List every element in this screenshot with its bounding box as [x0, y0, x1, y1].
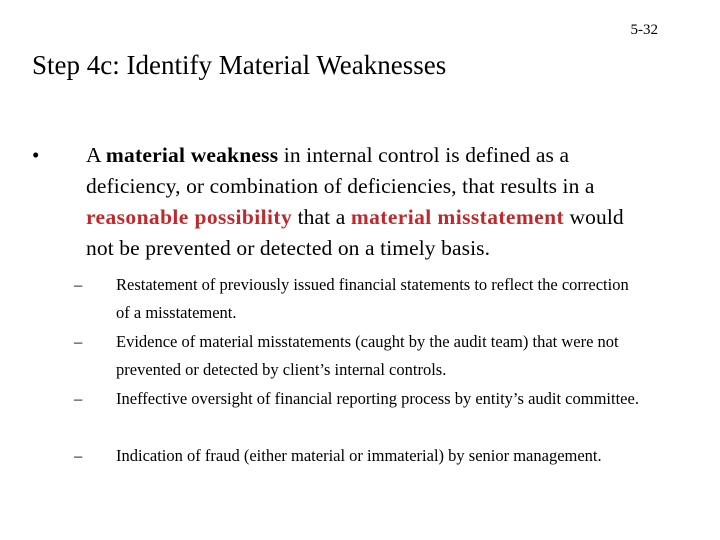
bullet-text-part: A — [86, 143, 106, 167]
dash-icon: – — [74, 389, 83, 408]
sub-bullet-item — [74, 442, 644, 499]
dash-icon: – — [74, 332, 83, 351]
bullet-text-part: that a — [292, 205, 351, 229]
sub-bullet-item — [74, 328, 644, 385]
bullet-text-part: in internal control is defined as a deficiency, or combination of deficiencies, that results in a — [86, 143, 595, 198]
sub-bullet-item — [74, 385, 644, 442]
bullet-text-part: would not be prevented or detected on a timely basis. — [86, 205, 624, 260]
sub-bullet-text: Evidence of material misstatements (caught by the audit team) that were not prevented or detected by client’s internal controls. — [116, 332, 619, 379]
material-misstatement-term: material misstatement — [350, 205, 565, 229]
sub-bullet-text: Restatement of previously issued financial statements to reflect the correction of a misstatement. — [116, 275, 629, 322]
main-bullet-text — [86, 140, 636, 264]
sub-bullet-text: Ineffective oversight of financial reporting process by entity’s audit committee. — [116, 389, 639, 408]
page-number: 5-32 — [630, 22, 658, 38]
material-weakness-term: material weakness — [105, 143, 279, 167]
sub-bullet-list — [74, 271, 644, 499]
dash-icon: – — [74, 446, 83, 465]
slide-title: Step 4c: Identify Material Weaknesses — [32, 50, 447, 80]
reasonable-possibility-term: reasonable possibility — [86, 205, 293, 229]
sub-bullet-text: Indication of fraud (either material or immaterial) by senior management. — [116, 446, 602, 465]
bullet-icon: • — [32, 143, 40, 167]
dash-icon: – — [74, 275, 83, 294]
sub-bullet-item — [74, 271, 644, 328]
